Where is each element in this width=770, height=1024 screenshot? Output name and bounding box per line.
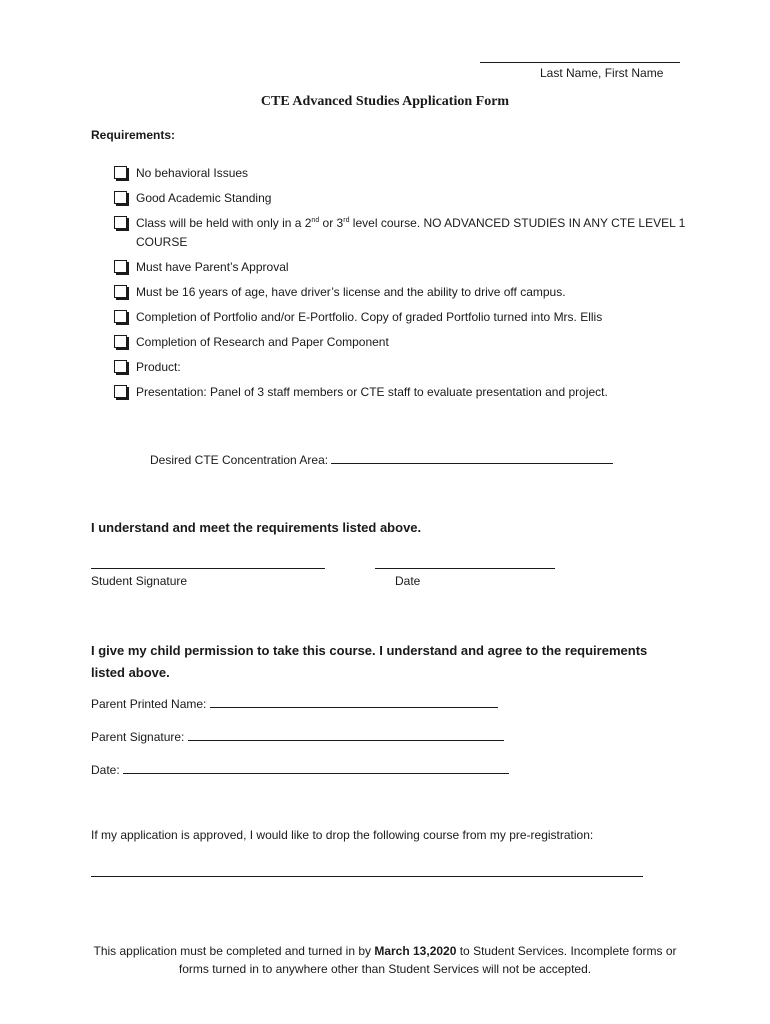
page-title: CTE Advanced Studies Application Form [260,94,510,109]
requirement-item [114,258,694,277]
drop-course-line[interactable] [91,864,643,877]
parent-signature-field [91,729,504,744]
requirement-label: Completion of Portfolio and/or E-Portfolio. Copy of graded Portfolio turned into Mrs. Ellis [136,310,603,324]
parent-date-field [91,762,509,777]
requirement-item [114,164,694,183]
requirement-item [114,283,694,302]
requirement-item [114,333,694,352]
parent-printed-name-line[interactable] [210,696,498,708]
requirement-label: Product: [136,360,181,374]
requirement-label: Good Academic Standing [136,191,272,205]
name-signature-line[interactable] [480,50,680,63]
checkbox-icon[interactable] [114,310,127,323]
requirement-item [114,358,694,377]
deadline-date: March 13,2020 [374,944,457,958]
requirement-label: No behavioral Issues [136,166,249,180]
requirement-label: Must be 16 years of age, have driver’s license and the ability to drive off campus. [136,285,566,299]
checkbox-icon[interactable] [114,360,127,373]
student-statement: I understand and meet the requirements listed above. [91,520,422,535]
checkbox-icon[interactable] [114,216,127,229]
parent-date-label: Date: [91,763,120,777]
parent-statement: I give my child permission to take this course. I understand and agree to the requirements listed above. [91,643,648,680]
checkbox-icon[interactable] [114,335,127,348]
parent-signature-line[interactable] [188,729,504,741]
parent-date-line[interactable] [123,762,509,774]
parent-signature-label: Parent Signature: [91,730,185,744]
concentration-input-line[interactable] [331,452,613,464]
requirement-item [114,189,694,208]
concentration-field [150,452,613,467]
parent-printed-name-field [91,696,498,711]
checkbox-icon[interactable] [114,166,127,179]
drop-course-label: If my application is approved, I would like to drop the following course from my pre-registration: [91,828,594,842]
checkbox-icon[interactable] [114,285,127,298]
name-label: Last Name, First Name [540,66,664,80]
footer-notice: This application must be completed and turned in by March 13,2020 to Student Services. Incomplete forms or forms turned in to anywhere other than Student Services will not be accepted. [93,944,677,976]
requirements-heading: Requirements: [91,128,176,142]
student-signature-line[interactable] [91,556,325,569]
requirements-list [114,164,694,408]
requirement-label-course-level: Class will be held with only in a 2nd or 3rd level course. NO ADVANCED STUDIES IN ANY CTE LEVEL 1 COURSE [136,216,686,249]
concentration-label: Desired CTE Concentration Area: [150,453,329,467]
parent-printed-name-label: Parent Printed Name: [91,697,207,711]
requirement-label: Completion of Research and Paper Component [136,335,389,349]
student-date-line[interactable] [375,556,555,569]
requirement-item [114,308,694,327]
checkbox-icon[interactable] [114,191,127,204]
checkbox-icon[interactable] [114,260,127,273]
student-signature-label: Student Signature [91,574,188,588]
requirement-item [114,214,694,252]
requirement-label: Must have Parent’s Approval [136,260,289,274]
requirement-item [114,383,694,402]
checkbox-icon[interactable] [114,385,127,398]
requirement-label: Presentation: Panel of 3 staff members or CTE staff to evaluate presentation and project. [136,385,608,399]
student-date-label: Date [395,574,421,588]
